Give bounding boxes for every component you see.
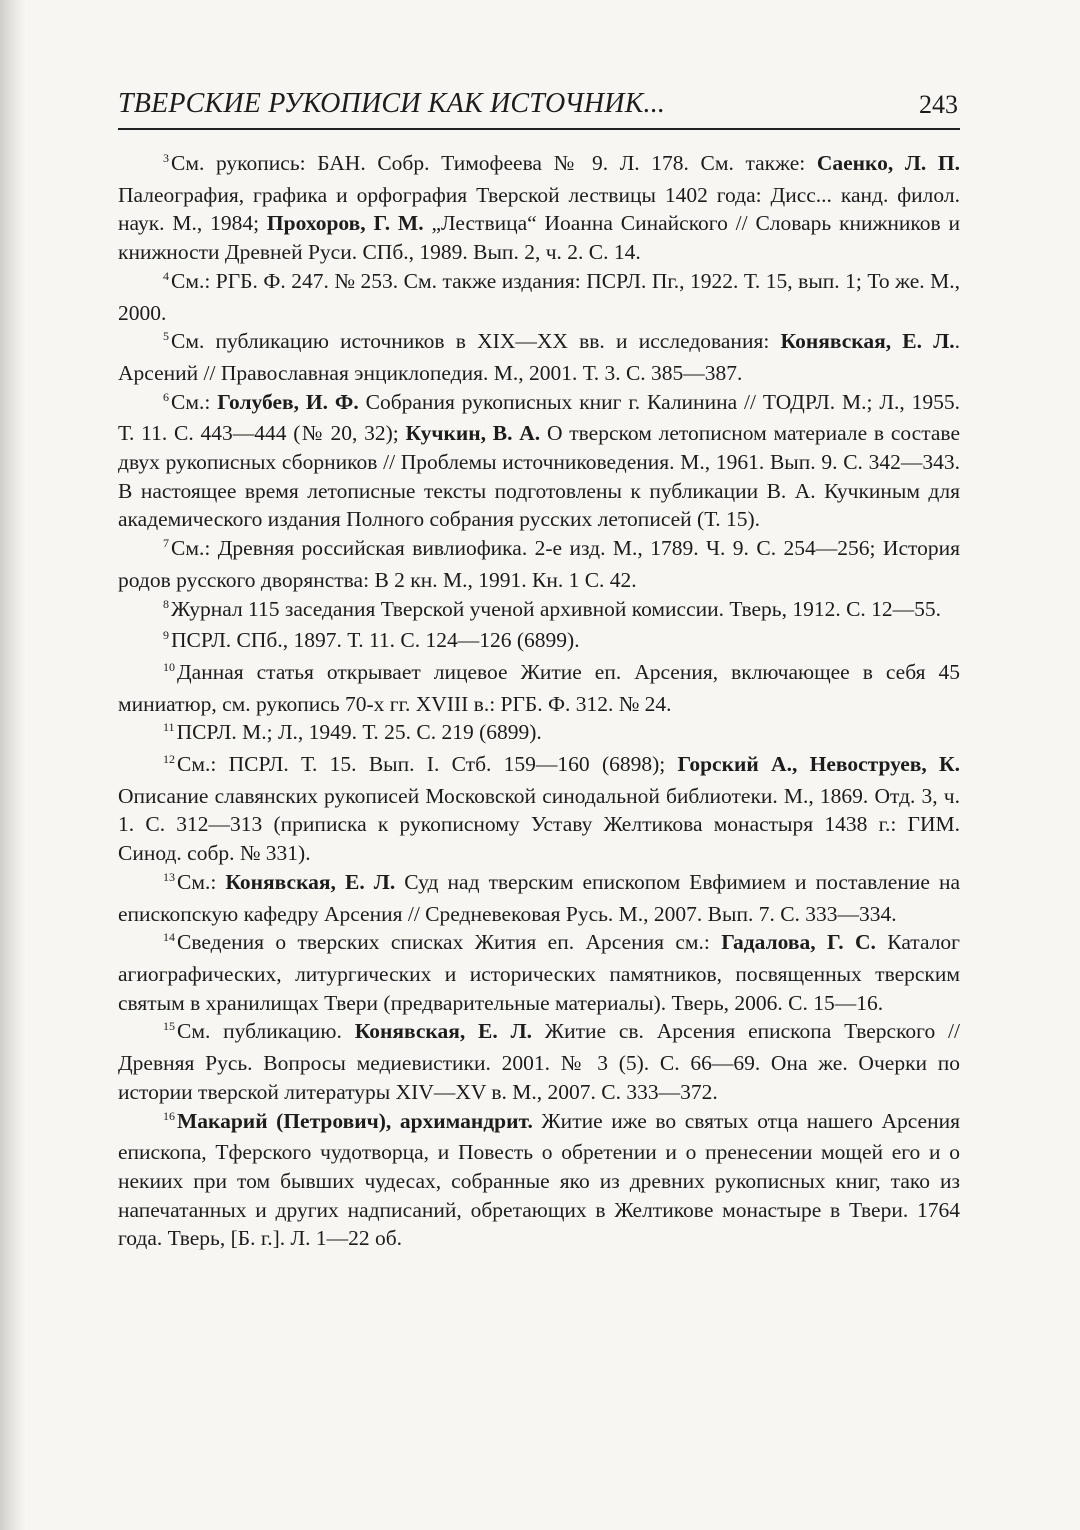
footnote-text: ПСРЛ. СПб., 1897. Т. 11. С. 124—126 (6899). xyxy=(171,628,580,653)
page-number: 243 xyxy=(919,90,958,119)
footnote-text: Суд над тверским епископом Евфимием и поставление на епископскую кафедру Арсения // Средневековая Русь. М., 2007. Вып. 7. С. 333—334. xyxy=(118,869,961,926)
footnote-6 xyxy=(118,388,960,535)
footnote-number: 5 xyxy=(163,329,169,344)
footnote-8 xyxy=(118,595,960,627)
footnote-text: См. рукопись: БАН. Собр. Тимофеева № 9. Л. 178. См. также: xyxy=(171,151,817,175)
footnote-text: См.: Древняя российская вивлиофика. 2-е изд. М., 1789. Ч. 9. С. 254—256; История родов русского дворянства: В 2 кн. М., 1991. Кн. 1 С. 42. xyxy=(118,536,960,592)
footnote-number: 16 xyxy=(163,1108,175,1123)
footnote-number: 10 xyxy=(163,659,175,674)
footnote-text: См.: РГБ. Ф. 247. № 253. См. также издания: ПСРЛ. Пг., 1922. Т. 15, вып. 1; То же. М., 2000. xyxy=(118,268,960,325)
footnote-number: 7 xyxy=(163,536,169,551)
footnote-number: 11 xyxy=(163,720,175,735)
footnote-12 xyxy=(118,750,960,868)
footnote-author: Горский А., Невоструев, К. xyxy=(677,752,960,777)
footnote-13 xyxy=(118,868,960,928)
footnote-text: См.: ПСРЛ. Т. 15. Вып. I. Стб. 159—160 (6898); xyxy=(177,752,678,777)
footnote-text: См. публикацию источников в XIX—XX вв. и исследования: xyxy=(171,329,781,354)
footnote-number: 9 xyxy=(163,628,169,643)
footnote-number: 15 xyxy=(163,1019,175,1034)
footnote-number: 6 xyxy=(163,389,169,404)
footnote-author: Голубев, И. Ф. xyxy=(217,389,359,414)
footnote-3 xyxy=(118,149,960,267)
footnote-author: Макарий (Петрович), архимандрит. xyxy=(177,1108,533,1133)
footnote-author: Гадалова, Г. С. xyxy=(721,930,876,955)
footnote-number: 14 xyxy=(163,930,175,945)
footnote-4 xyxy=(118,267,960,327)
footnote-number: 8 xyxy=(163,596,169,611)
footnote-9 xyxy=(118,626,960,658)
footnote-author: Конявская, Е. Л. xyxy=(780,329,955,354)
footnote-5 xyxy=(118,327,960,387)
footnote-number: 3 xyxy=(163,151,169,165)
footnote-7 xyxy=(118,534,960,594)
footnote-number: 12 xyxy=(163,752,175,767)
footnote-14 xyxy=(118,928,960,1017)
footnote-author: Прохоров, Г. М. xyxy=(266,211,424,236)
footnote-text: Житие иже во святых отца нашего Арсения епископа, Тферского чудотворца, и Повесть о обретении и о пренесении мощей его и о некиих при том бывших чудесах, собранные яко из древних рукописных книг, тако из напечатанных и других надписаний, обретающих в Желтикове монастыре в Твери. 1764 года. Тверь, [Б. г.]. Л. 1—22 об. xyxy=(118,1108,960,1251)
footnote-text: Житие св. Арсения епископа Тверского // Древняя Русь. Вопросы медиевистики. 2001. № 3 (5). С. 66—69. Она же. Очерки по истории тверской литературы XIV—XV в. М., 2007. С. 333—372. xyxy=(118,1019,960,1104)
footnote-text: См. публикацию. xyxy=(177,1019,355,1044)
footnote-text: Палеография, графика и орфография Тверской лествицы 1402 года: Дисс... канд. филол. наук. М., 1984; xyxy=(118,182,960,236)
footnote-text: Данная статья открывает лицевое Житие еп. Арсения, включающее в себя 45 миниатюр, см. рукопись 70-х гг. XVIII в.: РГБ. Ф. 312. № 24. xyxy=(118,659,960,716)
footnote-15 xyxy=(118,1017,960,1106)
footnote-text: „Лествица“ Иоанна Синайского // Словарь книжников и книжности Древней Руси. СПб., 1989. Вып. 2, ч. 2. С. 14. xyxy=(118,211,961,265)
header-rule xyxy=(118,128,960,130)
footnote-text: Собрания рукописных книг г. Калинина // ТОДРЛ. М.; Л., 1955. Т. 11. С. 443—444 (№ 20, 32); xyxy=(118,389,960,446)
footnote-number: 4 xyxy=(163,268,169,283)
footnote-author: Конявская, Е. Л. xyxy=(354,1019,532,1044)
footnote-number: 13 xyxy=(163,869,175,884)
footnote-10 xyxy=(118,658,960,718)
footnote-text: Сведения о тверских списках Жития еп. Арсения см.: xyxy=(177,930,722,955)
running-header xyxy=(118,82,960,126)
footnote-16 xyxy=(118,1107,960,1254)
footnote-author: Кучкин, В. А. xyxy=(405,421,541,446)
running-title: ТВЕРСКИЕ РУКОПИСИ КАК ИСТОЧНИК... xyxy=(118,88,666,119)
footnote-author: Саенко, Л. П. xyxy=(816,151,960,175)
footnote-author: Конявская, Е. Л. xyxy=(225,869,396,894)
footnote-text: ПСРЛ. М.; Л., 1949. Т. 25. С. 219 (6899). xyxy=(176,720,542,745)
footnote-text: Описание славянских рукописей Московской синодальной библиотеки. М., 1869. Отд. 3, ч. 1. С. 312—313 (приписка к рукописному Уставу Желтикова монастыря 1438 г.: ГИМ. Синод. собр. № 331). xyxy=(118,783,960,866)
page-gutter-shadow xyxy=(0,0,26,1530)
footnote-text: См.: xyxy=(171,389,218,414)
footnote-11 xyxy=(118,718,960,750)
footnote-text: См.: xyxy=(177,869,226,894)
footnotes-list xyxy=(118,149,960,1253)
footnote-text: Журнал 115 заседания Тверской ученой архивной комиссии. Тверь, 1912. С. 12—55. xyxy=(171,596,942,621)
footnote-text: О тверском летописном материале в составе двух рукописных сборников // Проблемы источниковедения. М., 1961. Вып. 9. С. 342—343. В настоящее время летописные тексты подготовлены к публикации В. А. Кучкиным для академического издания Полного собрания русских летописей (Т. 15). xyxy=(118,421,960,532)
footnote-text: Каталог агиографических, литургических и исторических памятников, посвященных тверским святым в хранилищах Твери (предварительные материалы). Тверь, 2006. С. 15—16. xyxy=(118,930,960,1015)
footnote-text: . Арсений // Православная энциклопедия. М., 2001. Т. 3. С. 385—387. xyxy=(118,329,960,385)
